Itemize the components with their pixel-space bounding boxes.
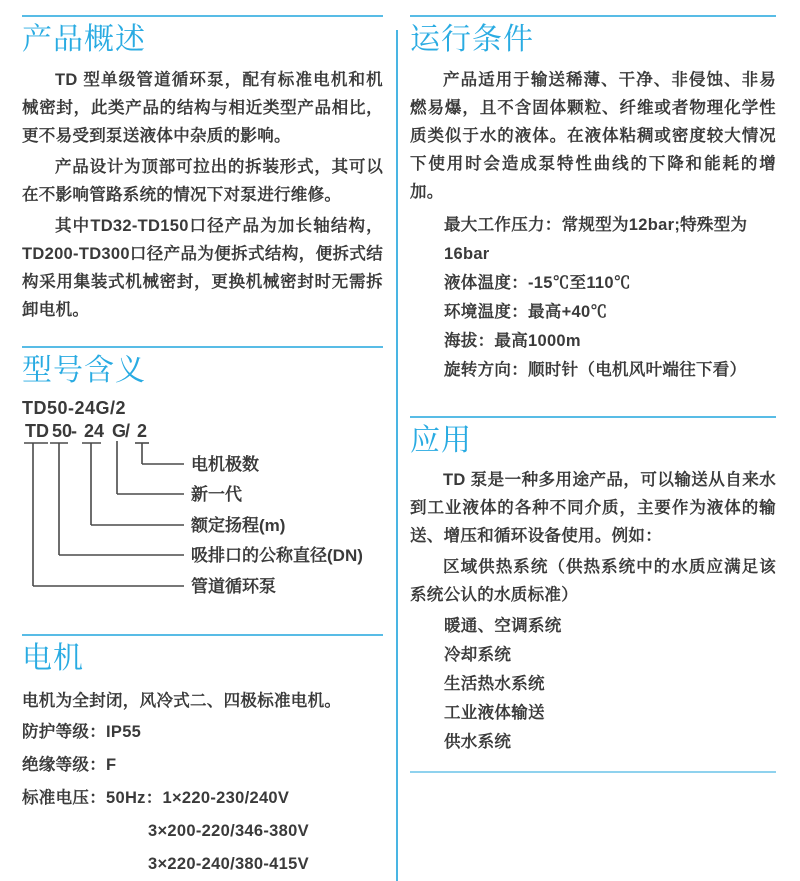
model-label-pump-type: 管道循环泵 <box>191 577 276 596</box>
model-breakdown-diagram <box>22 421 383 606</box>
motor-intro: 电机为全封闭，风冷式二、四极标准电机。 <box>22 691 342 710</box>
model-token-24: 24 <box>84 421 105 441</box>
operating-spec-liquid-temp: 液体温度：-15℃至110℃ <box>444 273 631 292</box>
application-item-hvac: 暖通、空调系统 <box>444 617 562 635</box>
section-application <box>410 416 776 774</box>
application-paragraph: TD 泵是一种多用途产品，可以输送从自来水到工业液体的各种不同介质，主要作为液体的输送、增压和循环设备使用。例如： <box>410 471 776 545</box>
motor-spec-voltage: 标准电压：50Hz：1×220-230/240V <box>22 788 290 807</box>
application-item-industrial-liquid: 工业液体输送 <box>444 704 545 722</box>
section-title-overview: 产品概述 <box>22 23 146 56</box>
column-divider <box>396 30 398 881</box>
motor-spec-protection: 防护等级：IP55 <box>22 722 142 741</box>
model-code: TD50-24G/2 <box>22 398 127 418</box>
model-token-dash: - <box>71 421 77 441</box>
left-column <box>22 0 383 881</box>
model-token-slash: / <box>125 421 131 441</box>
overview-paragraph-2: 产品设计为顶部可拉出的拆装形式，其可以在不影响管路系统的情况下对泵进行维修。 <box>22 157 383 204</box>
section-rule <box>22 346 383 348</box>
section-title-motor: 电机 <box>22 642 84 675</box>
operating-spec-rotation: 旋转方向：顺时针（电机风叶端往下看） <box>444 360 747 379</box>
model-label-generation: 新一代 <box>191 485 242 504</box>
section-title-application: 应用 <box>410 423 472 457</box>
model-label-diameter: 吸排口的公称直径(DN) <box>191 546 363 565</box>
operating-spec-altitude: 海拔：最高1000m <box>444 331 581 350</box>
application-item-water-supply: 供水系统 <box>444 733 512 751</box>
section-rule-bottom <box>410 771 776 773</box>
overview-paragraph-3: 其中TD32-TD150口径产品为加长轴结构，TD200-TD300口径产品为便拆式结构，便拆式结构采用集装式机械密封，更换机械密封时无需拆卸电机。 <box>22 216 383 319</box>
application-item-cooling: 冷却系统 <box>444 646 512 664</box>
section-product-overview <box>22 15 383 324</box>
model-token-50: 50 <box>52 421 73 441</box>
operating-spec-pressure: 最大工作压力：常规型为12bar;特殊型为16bar <box>444 215 748 263</box>
section-title-model: 型号含义 <box>22 353 146 387</box>
overview-paragraph-1: TD 型单级管道循环泵，配有标准电机和机械密封，此类产品的结构与相近类型产品相比，更不易受到泵送液体中杂质的影响。 <box>22 70 383 145</box>
model-token-2: 2 <box>137 421 148 441</box>
model-token-g: G <box>112 421 127 441</box>
section-motor <box>22 634 383 881</box>
application-item-district-heating: 区域供热系统（供热系统中的水质应满足该系统公认的水质标准） <box>410 558 776 604</box>
motor-voltage-option-3: 3×220-240/380-415V <box>148 854 309 873</box>
operating-spec-ambient-temp: 环境温度：最高+40℃ <box>444 302 608 321</box>
section-rule <box>22 15 383 17</box>
section-title-operating: 运行条件 <box>410 23 534 56</box>
right-column <box>410 0 776 773</box>
model-label-poles: 电机极数 <box>191 455 259 474</box>
model-token-td: TD <box>25 421 49 441</box>
section-rule <box>22 634 383 636</box>
application-item-hot-water: 生活热水系统 <box>444 675 545 693</box>
operating-paragraph: 产品适用于输送稀薄、干净、非侵蚀、非易燃易爆，且不含固体颗粒、纤维或者物理化学性质类似于水的液体。在液体粘稠或密度较大情况下使用时会造成泵特性曲线的下降和能耗的增加。 <box>410 70 776 201</box>
motor-spec-insulation: 绝缘等级：F <box>22 755 117 774</box>
section-rule <box>410 15 776 17</box>
section-rule <box>410 416 776 418</box>
section-operating-conditions <box>410 15 776 385</box>
section-model-meaning <box>22 346 383 607</box>
model-label-head: 额定扬程(m) <box>191 516 286 535</box>
motor-voltage-option-2: 3×200-220/346-380V <box>148 821 309 840</box>
